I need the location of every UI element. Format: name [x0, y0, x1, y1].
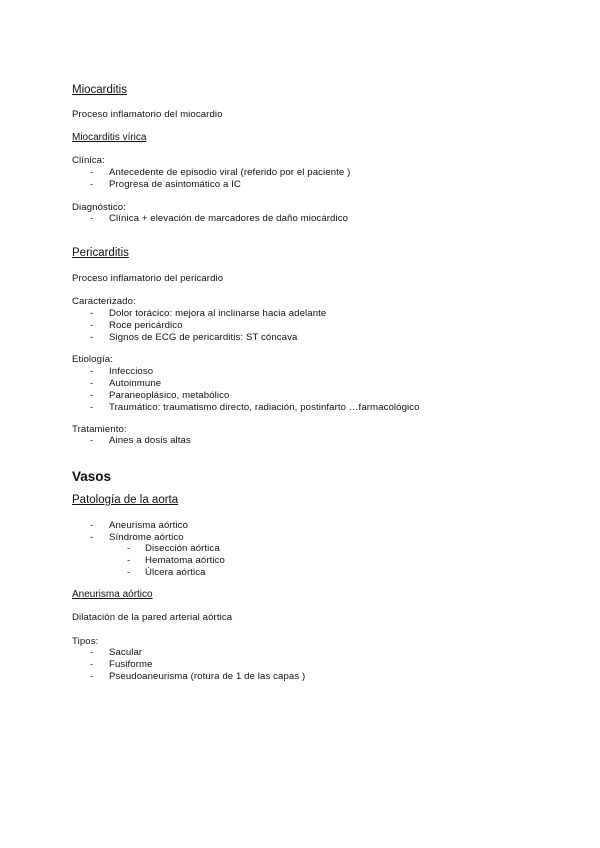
bullet: - [90, 308, 94, 319]
list-item: Disección aórtica [145, 543, 220, 554]
bullet: - [90, 647, 94, 658]
list-item: Traumático: traumatismo directo, radiación, postinfarto …farmacológico [109, 402, 420, 413]
diagnostico-label: Diagnóstico: [72, 202, 126, 213]
list-item: Progresa de asintomático a IC [109, 179, 241, 190]
bullet: - [90, 520, 94, 531]
bullet: - [127, 555, 131, 566]
bullet: - [90, 213, 94, 224]
bullet: - [90, 402, 94, 413]
list-item: Aneurisma aórtico [109, 520, 189, 531]
list-item: Fusiforme [109, 659, 153, 670]
list-item: Síndrome aórtico [109, 532, 184, 543]
list-item: Paraneoplásico, metabólico [109, 390, 230, 401]
bullet: - [90, 378, 94, 389]
bullet: - [90, 390, 94, 401]
bullet: - [127, 543, 131, 554]
subheading-aneurisma-aortico: Aneurisma aórtico [72, 589, 153, 600]
section-heading-pericarditis: Pericarditis [72, 247, 129, 259]
list-item: Aines a dosis altas [109, 435, 191, 446]
list-item: Autoinmune [109, 378, 162, 389]
bullet: - [90, 435, 94, 446]
list-item: Roce pericárdico [109, 320, 183, 331]
tipos-label: Tipos: [72, 636, 99, 647]
list-item: Úlcera aórtica [145, 567, 206, 578]
list-item: Dolor torácico: mejora al inclinarse hacia adelante [109, 308, 327, 319]
list-item: Infeccioso [109, 366, 154, 377]
aneurisma-definition: Dilatación de la pared arterial aórtica [72, 612, 233, 623]
bullet: - [90, 320, 94, 331]
bullet: - [90, 366, 94, 377]
list-item: Clínica + elevación de marcadores de daño miocárdico [109, 213, 349, 224]
subheading-miocarditis-virica: Miocarditis vírica [72, 132, 147, 143]
pericarditis-definition: Proceso inflamatorio del pericardio [72, 273, 224, 284]
list-item: Pseudoaneurisma (rotura de 1 de las capas ) [109, 671, 306, 682]
list-item: Signos de ECG de pericarditis: ST cóncava [109, 332, 298, 343]
list-item: Antecedente de episodio viral (referido por el paciente ) [109, 167, 351, 178]
bullet: - [90, 179, 94, 190]
bullet: - [90, 332, 94, 343]
tratamiento-label: Tratamiento: [72, 424, 127, 435]
bullet: - [90, 167, 94, 178]
list-item: Hematoma aórtico [145, 555, 225, 566]
bullet: - [90, 659, 94, 670]
bullet: - [90, 671, 94, 682]
section-heading-miocarditis: Miocarditis [72, 84, 127, 96]
caracterizado-label: Caracterizado: [72, 296, 136, 307]
section-heading-vasos: Vasos [72, 469, 112, 484]
etiologia-label: Etiología: [72, 354, 114, 365]
bullet: - [90, 532, 94, 543]
list-item: Sacular [109, 647, 143, 658]
bullet: - [127, 567, 131, 578]
miocarditis-definition: Proceso inflamatorio del miocardio [72, 109, 223, 120]
subheading-patologia-aorta: Patología de la aorta [72, 494, 179, 506]
clinica-label: Clínica: [72, 155, 105, 166]
